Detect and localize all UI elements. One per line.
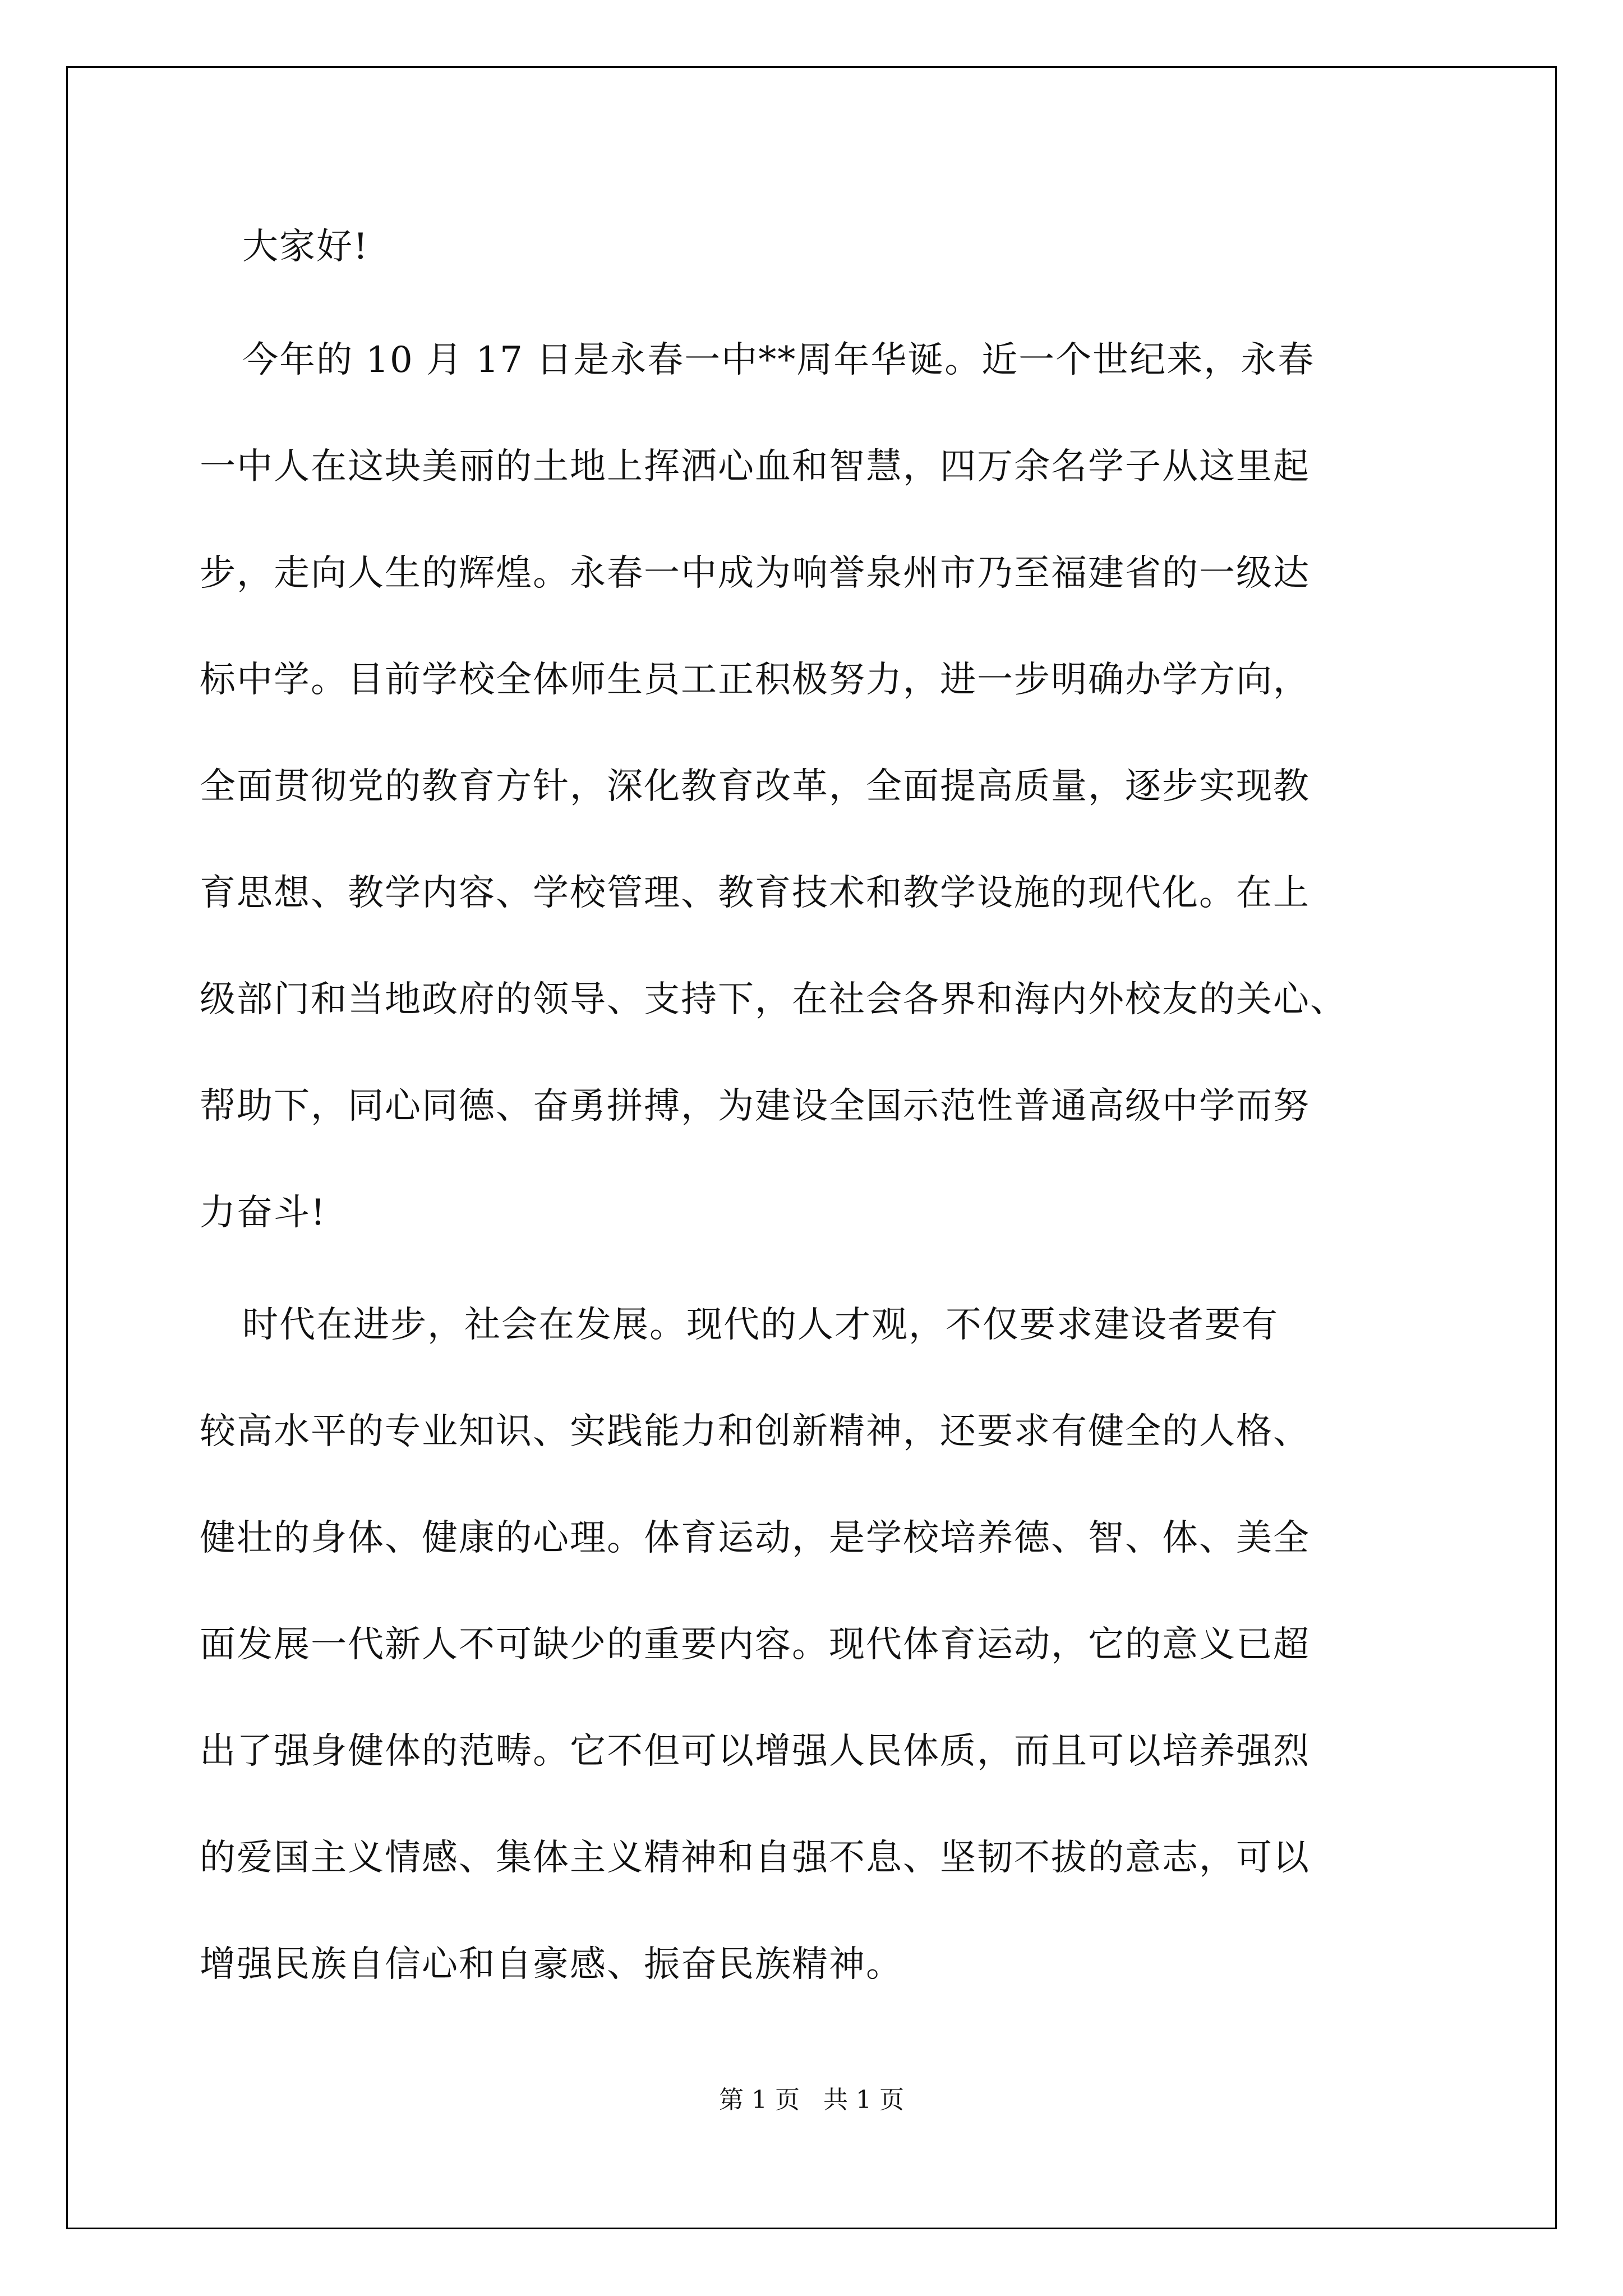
paragraph-2-line-2: 较高水平的专业知识、实践能力和创新精神，还要求有健全的人格、	[200, 1411, 1310, 1452]
paragraph-1-line-2: 一中人在这块美丽的土地上挥洒心血和智慧，四万余名学子从这里起	[200, 446, 1310, 487]
paragraph-1-line-1: 今年的 10 月 17 日是永春一中**周年华诞。近一个世纪来，永春	[242, 339, 1315, 381]
paragraph-1-line-7: 级部门和当地政府的领导、支持下，在社会各界和海内外校友的关心、	[200, 979, 1347, 1020]
greeting-line: 大家好!	[242, 226, 369, 268]
paragraph-2-line-3: 健壮的身体、健康的心理。体育运动，是学校培养德、智、体、美全	[200, 1517, 1310, 1559]
paragraph-2-line-6: 的爱国主义情感、集体主义精神和自强不息、坚韧不拔的意志，可以	[200, 1837, 1310, 1879]
paragraph-1-line-6: 育思想、教学内容、学校管理、教育技术和教学设施的现代化。在上	[200, 872, 1310, 914]
paragraph-2-line-7: 增强民族自信心和自豪感、振奋民族精神。	[200, 1944, 903, 1985]
page-footer: 第 1 页 共 1 页	[719, 2086, 904, 2114]
paragraph-1-line-3: 步，走向人生的辉煌。永春一中成为响誉泉州市乃至福建省的一级达	[200, 553, 1310, 594]
paragraph-1-line-9: 力奋斗!	[200, 1192, 326, 1234]
paragraph-1-line-8: 帮助下，同心同德、奋勇拼搏，为建设全国示范性普通高级中学而努	[200, 1085, 1310, 1127]
paragraph-1-line-5: 全面贯彻党的教育方针，深化教育改革，全面提高质量，逐步实现教	[200, 766, 1310, 807]
paragraph-2-line-4: 面发展一代新人不可缺少的重要内容。现代体育运动，它的意义已超	[200, 1624, 1310, 1665]
paragraph-1-line-4: 标中学。目前学校全体师生员工正积极努力，进一步明确办学方向，	[200, 659, 1310, 701]
page-border	[66, 66, 1557, 2229]
paragraph-2-line-5: 出了强身健体的范畴。它不但可以增强人民体质，而且可以培养强烈	[200, 1731, 1310, 1772]
paragraph-2-line-1: 时代在进步，社会在发展。现代的人才观，不仅要求建设者要有	[242, 1304, 1279, 1346]
